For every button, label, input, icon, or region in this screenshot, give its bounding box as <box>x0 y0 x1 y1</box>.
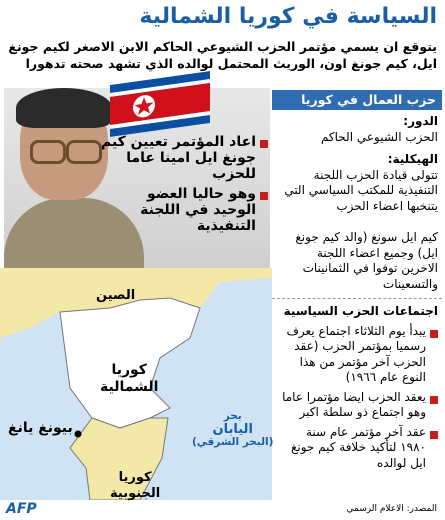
label-south-korea-line1: كوريا <box>118 470 152 485</box>
meetings-section <box>278 304 438 475</box>
label-south-korea-line2: الجنوبية <box>110 486 161 501</box>
meeting-text: يبدأ يوم الثلاثاء اجتماع يعرف رسميا بمؤتمر الحزب (عقد الحزب آخر مؤتمر من هذا النوع عام ١٩٦٦) <box>286 323 426 384</box>
label-south-korea <box>110 470 160 502</box>
role-text: الحزب الشيوعي الحاكم <box>320 129 438 144</box>
label-sea-line3: (البحر الشرقي) <box>192 436 274 448</box>
photo-bullet-text: وهو حاليا العضو الوحيد في اللجنة التنفيذية <box>140 186 256 234</box>
meeting-item <box>278 425 438 472</box>
label-north-korea <box>100 362 158 396</box>
afp-logo: AFP <box>6 501 37 517</box>
photo-bullet <box>100 134 268 182</box>
panel-divider <box>272 298 442 299</box>
photo-bullets <box>100 134 268 238</box>
label-north-korea-line2: الشمالية <box>100 379 159 395</box>
structure-label: الهيكلية: <box>387 152 438 166</box>
meetings-label: اجتماعات الحزب السياسية <box>283 304 438 318</box>
source-credit: المصدر: الاعلام الرسمي <box>346 504 437 514</box>
bullet-square-icon <box>430 396 438 404</box>
intro-text: يتوقع ان يسمي مؤتمر الحزب الشيوعي الحاكم الابن الاصغر لكيم جونغ ايل، كيم جونغ اون، الوريث المحتمل لوالده الذي تشهد صحته تدهورا <box>8 39 437 71</box>
structure-section <box>278 152 438 214</box>
meeting-text: يعقد الحزب ايضا مؤتمرا عاما وهو اجتماع ذو سلطة اكبر <box>282 389 426 419</box>
photo-bullet <box>100 186 268 234</box>
pyongyang-marker <box>75 431 82 438</box>
bullet-square-icon <box>260 192 268 200</box>
label-pyongyang: بيونغ يانغ <box>8 420 73 436</box>
label-sea-line2: اليابان <box>212 422 253 437</box>
founders-text: كيم ايل سونغ (والد كيم جونغ ايل) وجميع اعضاء اللجنة الاخرين توفوا في الثمانينات والتسعينات <box>295 230 438 291</box>
label-sea-line1: بحر <box>223 410 242 422</box>
role-label: الدور: <box>403 114 438 128</box>
glasses-left <box>30 140 66 164</box>
label-china: الصين <box>96 288 136 303</box>
party-panel <box>272 90 442 502</box>
portrait-hair <box>16 88 112 128</box>
meeting-item <box>278 390 438 421</box>
label-sea-of-japan <box>192 410 273 449</box>
role-section <box>278 114 438 145</box>
bullet-square-icon <box>430 431 438 439</box>
label-north-korea-line1: كوريا <box>111 362 147 378</box>
structure-text: تتولى قيادة الحزب اللجنة التنفيذية للمكتب السياسي التي يتنخبها اعضاء الحزب <box>284 167 438 213</box>
meeting-item <box>278 324 438 386</box>
meeting-text: عقد آخر مؤتمر عام سنة ١٩٨٠ لتأكيد خلافة كيم جونغ ايل لوالده <box>290 424 426 470</box>
photo-bullet-text: اعاد المؤتمر تعيين كيم جونغ ايل امينا عاما للحزب <box>100 134 256 182</box>
bullet-square-icon <box>260 140 268 148</box>
page-title: السياسة في كوريا الشمالية <box>139 4 437 29</box>
founders-section <box>278 230 438 292</box>
bullet-square-icon <box>430 330 438 338</box>
panel-header: حزب العمال في كوريا <box>272 90 442 110</box>
glasses-right <box>66 140 102 164</box>
